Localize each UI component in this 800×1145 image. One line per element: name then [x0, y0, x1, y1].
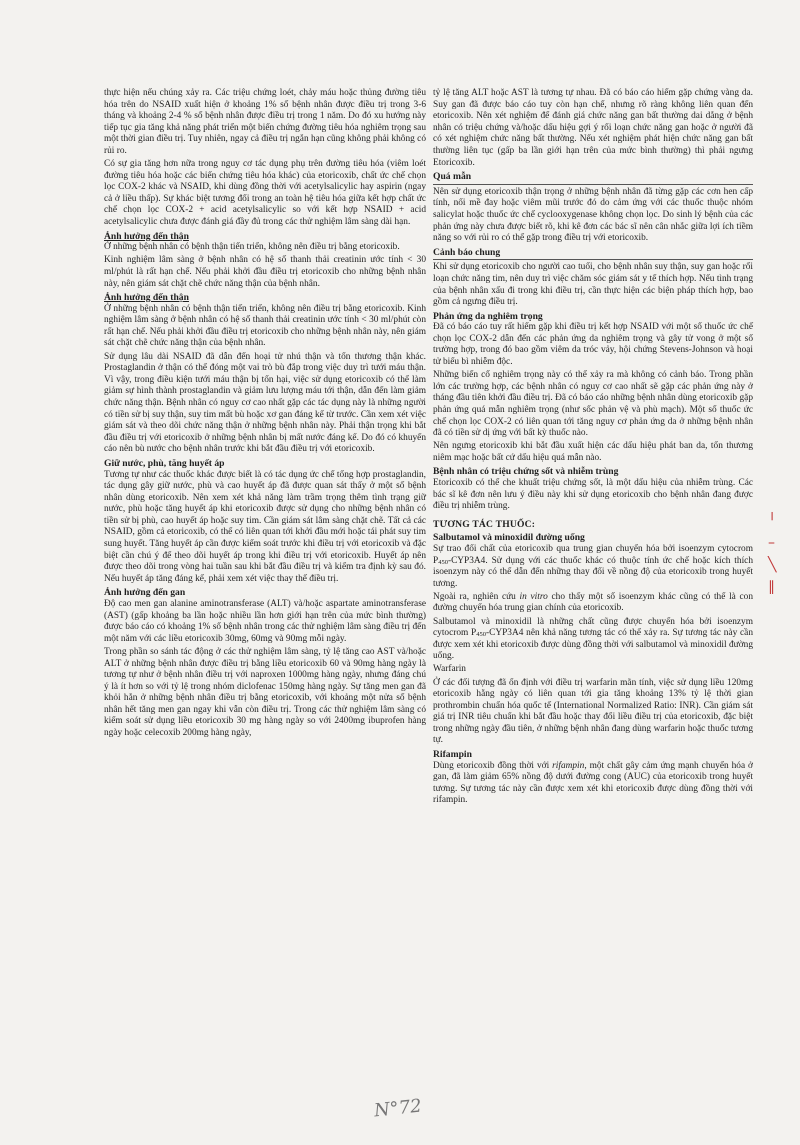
paragraph	[433, 544, 753, 590]
margin-mark: –	[768, 535, 775, 551]
paragraph: Nên ngưng etoricoxib khi bắt đầu xuất hiện các dấu hiệu phát ban da, tổn thương niêm mạc hoặc bất cứ dấu hiệu quá mẫn nào.	[433, 441, 753, 463]
section-heading: Cảnh báo chung	[433, 246, 501, 258]
left-column	[104, 88, 426, 741]
paragraph	[433, 761, 753, 807]
paragraph: Tương tự như các thuốc khác được biết là có tác dụng ức chế tổng hợp prostaglandin, tác dụng gây giữ nước, phù và cao huyết áp đã được quan sát thấy ở một số bệnh nhân dùng etoricoxib. Nên xem xét khả năng làm trầm trọng thêm tình trạng giữ nước, phù hoặc tăng huyết áp khi etoricoxib được sử dụng cho những bệnh nhân có tiền sử bị phù, cao huyết áp hoặc suy tim. Cần giám sát lâm sàng chặt chẽ. Tất cả các NSAID, gồm cả etoricoxib, có thể có liên quan tới khởi đầu mới hoặc tái phát suy tim sung huyết. Tăng huyết áp cần được kiểm soát trước khi điều trị với etoricoxib và đặc biệt cần chú ý để theo dõi huyết áp trong khi điều trị với etoricoxib. Huyết áp nên được theo dõi trong vòng hai tuần sau khi bắt đầu điều trị và kiểm tra định kỳ sau đó. Nếu huyết áp tăng đáng kể, phải xem xét việc thay thế điều trị.	[104, 469, 426, 584]
right-column	[433, 88, 753, 809]
text-run: Salbutamol và minoxidil là những chất cũng được chuyển hóa bởi isoenzym cytocrom P	[433, 616, 753, 639]
text-run: Dùng etoricoxib đồng thời với	[433, 760, 553, 771]
paragraph: Trong phần so sánh tác động ở các thử nghiệm lâm sàng, tỷ lệ tăng cao AST và/hoặc ALT ở những bệnh nhân được điều trị bằng liều etoricoxib 60 và 90mg hàng ngày là tương tự như ở bệnh nhân điều trị với naproxen 1000mg hàng ngày, nhưng đáng chú ý là ít hơn so với tỷ lệ trong nhóm diclofenac 150mg hàng ngày. Sự tăng men gan đã khỏi hẳn ở những bệnh nhân điều trị bằng etoricoxib, với khoảng một nửa số bệnh nhân hết tăng men gan ngay khi vẫn còn điều trị. Trong các thử nghiệm lâm sàng có kiểm soát sử dụng liều etoricoxib 30 mg hàng ngày so với 2400mg ibuprofen hàng ngày hoặc celecoxib 200mg hàng ngày,	[104, 646, 426, 739]
text-run: Ngoài ra, nghiên cứu	[433, 591, 520, 602]
paragraph: Những biến cố nghiêm trọng này có thể xảy ra mà không có cảnh báo. Trong phần lớn các trường hợp, các bệnh nhân có nguy cơ cao nhất sẽ gặp các phản ứng này ở tháng đầu tiên khởi đầu điều trị. Đã có báo cáo những bệnh nhân dùng etoricoxib gặp phản ứng quá mẫn nghiêm trọng (như sốc phản vệ và phù mạch). Một số thuốc ức chế chọn lọc COX-2 có liên quan tới tăng nguy cơ phản ứng da ở những bệnh nhân đã có tiền sử dị ứng với bất kỳ thuốc nào.	[433, 370, 753, 439]
margin-mark: ╲	[768, 557, 777, 573]
section-heading: Ảnh hưởng đến thận	[104, 230, 189, 242]
text-run: -CYP3A4. Sử dụng với các thuốc khác có thuộc tính ức chế hoặc kích thích isoenzym này có thể dẫn đến những thay đổi về nồng độ của etoricoxib trong huyết tương.	[433, 555, 753, 589]
text-run: -CYP3A4 nên khả năng tương tác có thể xảy ra. Sự tương tác này cần được xem xét khi etoricoxib được dùng đồng thời với salbutamol và minoxidil đường uống.	[433, 628, 754, 662]
section-heading: Phản ứng da nghiêm trọng	[433, 310, 543, 322]
section-heading: Ảnh hưởng đến thận	[104, 292, 189, 304]
italic-run: rifampin	[552, 760, 585, 771]
subscript: 450	[438, 558, 448, 566]
subscript: 450	[476, 631, 487, 639]
paragraph: thực hiện nếu chúng xảy ra. Các triệu chứng loét, chảy máu hoặc thủng đường tiêu hóa trên do NSAID xuất hiện ở khoảng 1% số bệnh nhân được điều trị trong 3-6 tháng và khoảng 2-4 % số bệnh nhân được điều trị trong 1 năm. Do đó xu hướng này tiếp tục gia tăng khả năng phát triển một biến chứng đường tiêu hóa nghiêm trọng sau một thời gian điều trị. Tuy nhiên, ngay cả điều trị ngắn hạn cũng không phải không có rủi ro.	[104, 88, 426, 156]
italic-run: in vitro	[519, 591, 548, 602]
paragraph: Đã có báo cáo tuy rất hiếm gặp khi điều trị kết hợp NSAID với một số thuốc ức chế chọn lọc COX-2 dẫn đến các phản ứng da nghiêm trọng và gây tử vong ở một số trường hợp, trong đó bao gồm viêm da tróc vảy, hội chứng Stevens-Johnson và hoại tử biểu bì nhiễm độc.	[433, 322, 753, 368]
paragraph: tỷ lệ tăng ALT hoặc AST là tương tự nhau. Đã có báo cáo hiếm gặp chứng vàng da. Suy gan đã được báo cáo tuy còn hạn chế, nhưng rõ ràng không liên quan đến etoricoxib. Nên xét nghiệm để đánh giá chức năng gan bất thường dai dẳng ở bệnh nhân có triệu chứng và/hoặc dấu hiệu gợi ý rối loạn chức năng gan hoặc ở người đã có xét nghiệm chức năng bất thường. Nếu xét nghiệm phát hiện chức năng gan bất thường liên tục (gấp ba lần giới hạn trên của mức bình thường) thì phải ngưng Etoricoxib.	[433, 88, 753, 168]
paragraph: Ở những bệnh nhân có bệnh thận tiến triển, không nên điều trị bằng etoricoxib.	[104, 242, 400, 253]
section-heading: Salbutamol và minoxidil đường uống	[433, 532, 585, 544]
paragraph: Độ cao men gan alanine aminotransferase (ALT) và/hoặc aspartate aminotransferase (AST) (gấp khoảng ba lần hoặc nhiều lần hơn giới hạn trên của mức bình thường) được báo cáo có khoảng 1% số bệnh nhân trong các thử nghiệm lâm sàng điều trị đến một năm với các liều etoricoxib 30mg, 60mg và 90mg mỗi ngày.	[104, 599, 426, 644]
divider	[433, 259, 753, 260]
section-heading: Quá mẫn	[433, 171, 472, 183]
margin-mark: ∥	[768, 579, 775, 595]
paragraph: Kinh nghiệm lâm sàng ở bệnh nhân có hệ số thanh thải creatinin ước tính < 30 ml/phút là rất hạn chế. Nếu phải khởi đầu điều trị etoricoxib cho những bệnh nhân này, nên giám sát chặt chẽ chức năng thận của bệnh nhân.	[104, 255, 426, 289]
text-run: cho thấy một số isoenzym khác cũng có thể là con đường chuyển hóa trung gian chính của etoricoxib.	[433, 591, 754, 614]
section-heading: Ảnh hưởng đến gan	[104, 587, 186, 599]
section-heading: TƯƠNG TÁC THUỐC:	[433, 518, 536, 530]
paragraph: Sử dụng lâu dài NSAID đã dẫn đến hoại tử nhú thận và tổn thương thận khác. Prostaglandin ở thận có thể đóng một vai trò bù đắp trong việc duy trì tưới máu thận. Vì vậy, trong điều kiện tưới máu thận bị tổn hại, việc sử dụng etoricoxib có thể làm giảm sự hình thành prostaglandin và giảm lưu lượng máu tới thận, dẫn đến làm giảm chức năng thận. Bệnh nhân có nguy cơ cao nhất gặp các tác dụng này là những người có tiền sử bị suy thận, suy tim mất bù hoặc xơ gan đáng kể từ trước. Cần xem xét việc giám sát và theo dõi chức năng thận ở những bệnh nhân này. Phải thận trọng khi bắt đầu điều trị với etoricoxib ở những bệnh nhân bị mất nước đáng kể. Do đó có khuyến cáo nên bù nước cho bệnh nhân trước khi bắt đầu điều trị với etoricoxib.	[104, 351, 426, 455]
paragraph	[433, 617, 753, 663]
margin-mark: ╵	[768, 513, 777, 529]
divider	[433, 184, 753, 185]
section-heading: Rifampin	[433, 749, 472, 761]
paragraph: Etoricoxib có thể che khuất triệu chứng sốt, là một dấu hiệu của nhiễm trùng. Các bác sĩ kê đơn nên lưu ý điều này khi sử dụng etoricoxib cho bệnh nhân đang được điều trị nhiễm trùng.	[433, 478, 753, 512]
paragraph: Warfarin	[433, 664, 466, 675]
section-heading: Bệnh nhân có triệu chứng sốt và nhiễm trùng	[433, 466, 619, 478]
section-heading: Giữ nước, phù, tăng huyết áp	[104, 457, 225, 469]
paragraph: Khi sử dụng etoricoxib cho người cao tuổi, cho bệnh nhân suy thận, suy gan hoặc rối loạn chức năng tim, nên duy trì việc chăm sóc giám sát y tế thích hợp. Nếu tình trạng của bệnh nhân xấu đi trong khi điều trị, cần thực hiện các biện pháp thích hợp, bao gồm cả ngưng điều trị.	[433, 262, 753, 308]
text-run: Sự trao đổi chất của etoricoxib qua trung gian chuyển hóa bởi isoenzym cytocrom P	[433, 543, 753, 566]
text-run: , một chất gây cảm ứng mạnh chuyển hóa ở gan, đã làm giảm 65% nồng độ dưới đường cong (AUC) của etoricoxib trong huyết tương. Sự tương tác này cần được xem xét khi etoricoxib được dùng đồng thời với rifampin.	[433, 760, 753, 806]
paragraph: Ở các đối tượng đã ổn định với điều trị warfarin mãn tính, việc sử dụng liều 120mg etoricoxib hằng ngày có liên quan tới gia tăng khoảng 13% tỷ lệ thời gian prothrombin chuẩn hóa quốc tế (International Normalized Ratio: INR). Cần giám sát giá trị INR tiêu chuẩn khi bắt đầu hoặc thay đổi liều điều trị của etoricoxib, đặc biệt trong những ngày đầu tiên, ở những bệnh nhân đang dùng warfarin hoặc thuốc tương tự.	[433, 677, 753, 746]
margin-annotation-marks	[768, 510, 794, 670]
paragraph: Nên sử dụng etoricoxib thận trọng ở những bệnh nhân đã từng gặp các cơn hen cấp tính, nổi mề đay hoặc viêm mũi trước đó do cảm ứng với các thuốc thuộc nhóm salicylat hoặc thuốc ức chế cyclooxygenase không chọn lọc. Do sinh lý bệnh của các phản ứng này chưa được biết rõ, khi kê đơn các bác sĩ nên cân nhắc giữa lợi ích tiềm năng so với rủi ro có thể gặp trong điều trị với etoricoxib.	[433, 186, 753, 244]
handwritten-page-number: N°72	[373, 1095, 423, 1122]
paragraph: Có sự gia tăng hơn nữa trong nguy cơ tác dụng phụ trên đường tiêu hóa (viêm loét đường tiêu hóa hoặc các biến chứng tiêu hóa khác) của etoricoxib, chất ức chế chọn lọc COX-2 khác và NSAID, khi dùng đồng thời với acetylsalicylic hay aspirin (ngay cả ở liều thấp). Sự khác biệt tương đối trong an toàn hệ tiêu hóa giữa kết hợp chất ức chế chọn lọc COX-2 + acid acetylsalicylic so với kết hợp NSAID + acid acetylsalicylic chưa được đánh giá đầy đủ trong các thử nghiệm lâm sàng dài hạn.	[104, 159, 426, 228]
paragraph: Ở những bệnh nhân có bệnh thận tiến triển, không nên điều trị bằng etoricoxib. Kinh nghiệm lâm sàng ở bệnh nhân có hệ số thanh thải creatinin ước tính < 30 ml/phút còn rất hạn chế. Nếu phải khởi đầu điều trị etoricoxib cho những bệnh nhân này, nên giám sát chặt chẽ chức năng thận của bệnh nhân.	[104, 303, 426, 349]
paragraph	[433, 592, 753, 615]
